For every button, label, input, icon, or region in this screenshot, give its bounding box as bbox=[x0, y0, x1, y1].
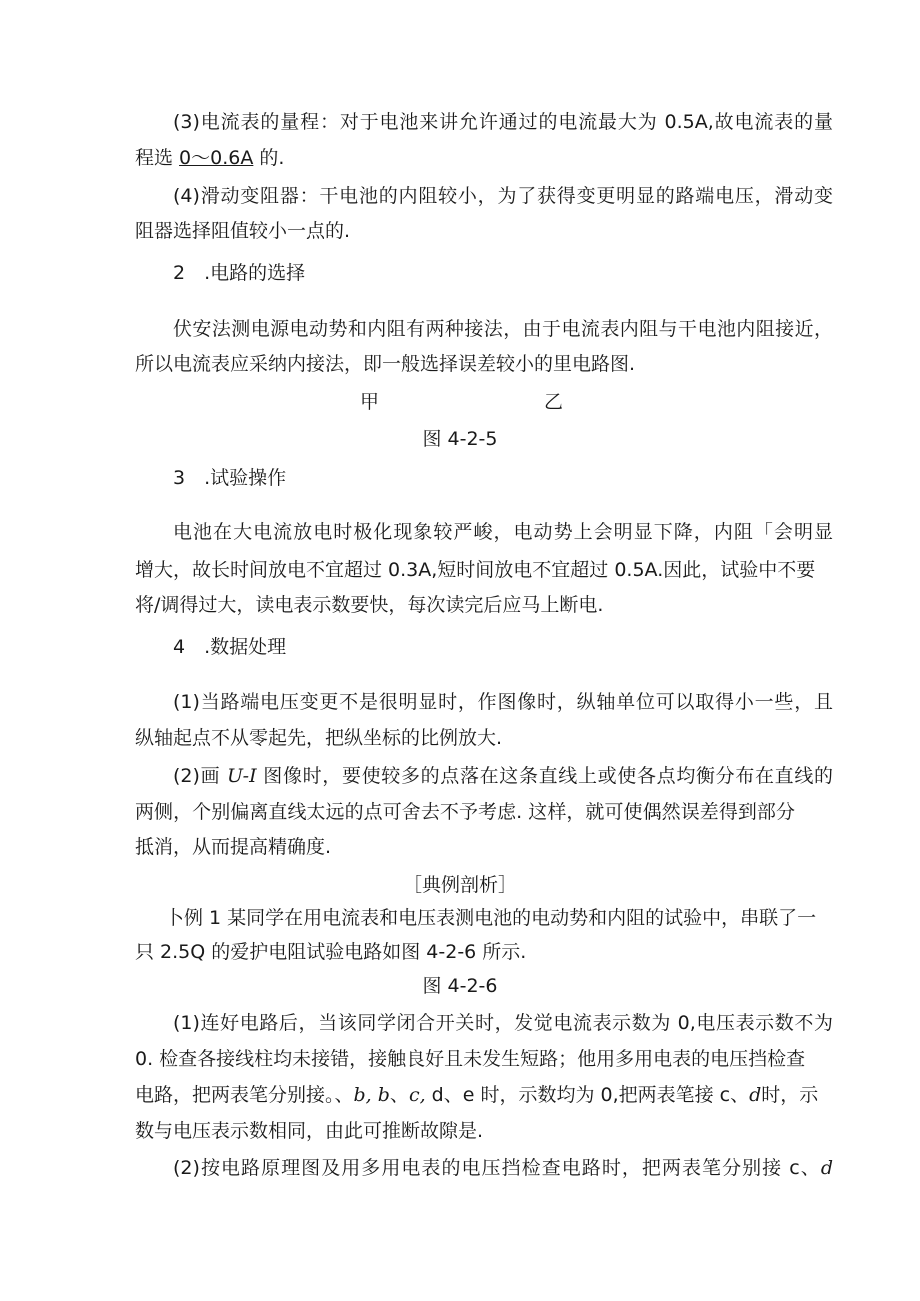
question1-line1: (1)连好电路后，当该同学闭合开关时，发觉电流表示数为 0,电压表示数不为 bbox=[173, 1012, 833, 1034]
text-segment: 时，示 bbox=[761, 1084, 819, 1106]
heading-data-processing: 4 .数据处理 bbox=[173, 636, 287, 658]
paragraph-rheostat-line1: (4)滑动变阻器：干电池的内阻较小，为了获得变更明显的路端电压，滑动变 bbox=[173, 185, 833, 207]
heading-experiment-operation: 3 .试验操作 bbox=[173, 467, 287, 489]
question1-line4: 数与电压表示数相同，由此可推断故隙是. bbox=[135, 1120, 484, 1142]
underlined-range: 0～0.6A bbox=[179, 147, 254, 169]
heading-typical-example: ［典例剖析］ bbox=[402, 874, 517, 896]
figure-caption-4-2-6: 图 4-2-6 bbox=[422, 975, 498, 997]
italic-letters: c, bbox=[408, 1084, 426, 1106]
example-line1: 卜例 1 某同学在用电流表和电压表测电池的电动势和内阻的试验中，串联了一 bbox=[165, 907, 817, 929]
example-line2: 只 2.5Q 的爱护电阻试验电路如图 4-2-6 所示. bbox=[135, 941, 527, 963]
italic-letters: b, b bbox=[353, 1084, 390, 1106]
paragraph-data1-line2: 纵轴起点不从零起先，把纵坐标的比例放大. bbox=[135, 727, 503, 749]
question2-line1 bbox=[173, 1155, 833, 1181]
figure-caption-4-2-5: 图 4-2-5 bbox=[422, 428, 498, 450]
paragraph-circuit-line2: 所以电流表应采纳内接法，即一般选择误差较小的里电路图. bbox=[135, 353, 636, 375]
text-segment: 电路，把两表笔分别接。、 bbox=[135, 1084, 354, 1106]
heading-circuit-selection: 2 .电路的选择 bbox=[173, 262, 306, 284]
text-segment: 的. bbox=[253, 147, 285, 169]
paragraph-operation-line3: 将/调得过大，读电表示数要快，每次读完后应马上断电. bbox=[135, 594, 604, 616]
paragraph-operation-line2: 增大，故长时间放电不宜超过 0.3A,短时间放电不宜超过 0.5A.因此，试验中不要 bbox=[135, 559, 816, 581]
text-segment: 、 bbox=[389, 1084, 409, 1106]
figure-label-jia: 甲 bbox=[360, 391, 380, 413]
figure-label-yi: 乙 bbox=[544, 391, 564, 413]
paragraph-ammeter-range-line2 bbox=[135, 145, 795, 171]
paragraph-ammeter-range-line1: (3)电流表的量程：对于电池来讲允许通过的电流最大为 0.5A,故电流表的量 bbox=[173, 111, 833, 133]
text-segment: 程选 bbox=[135, 147, 180, 169]
italic-letters: d bbox=[749, 1084, 762, 1106]
paragraph-data2-line1 bbox=[173, 763, 833, 789]
paragraph-operation-line1: 电池在大电流放电时极化现象较严峻，电动势上会明显下降，内阻「会明显 bbox=[173, 521, 833, 543]
italic-letters: d bbox=[820, 1157, 833, 1179]
paragraph-data1-line1: (1)当路端电压变更不是很明显时，作图像时，纵轴单位可以取得小一些，且 bbox=[173, 691, 833, 713]
paragraph-circuit-line1: 伏安法测电源电动势和内阻有两种接法，由于电流表内阻与干电池内阻接近， bbox=[173, 318, 833, 340]
paragraph-data2-line2: 两侧，个别偏离直线太远的点可舍去不予考虑. 这样，就可使偶然误差得到部分 bbox=[135, 801, 795, 823]
question1-line2: 0. 检查各接线柱均未接错，接触良好且未发生短路；他用多用电表的电压挡检查 bbox=[135, 1048, 806, 1070]
text-segment: (2)按电路原理图及用多用电表的电压挡检查电路时，把两表笔分别接 c、 bbox=[173, 1157, 821, 1179]
text-segment: (2)画 bbox=[173, 765, 227, 787]
text-segment: d、e 时，示数均为 0,把两表笔接 c、 bbox=[425, 1084, 750, 1106]
question1-line3 bbox=[135, 1082, 819, 1108]
paragraph-rheostat-line2: 阻器选择阻值较小一点的. bbox=[135, 220, 351, 242]
italic-u-i: U-I bbox=[226, 765, 257, 787]
paragraph-data2-line3: 抵消，从而提高精确度. bbox=[135, 836, 332, 858]
text-segment: 图像时，要使较多的点落在这条直线上或使各点均衡分布在直线的 bbox=[256, 765, 833, 787]
